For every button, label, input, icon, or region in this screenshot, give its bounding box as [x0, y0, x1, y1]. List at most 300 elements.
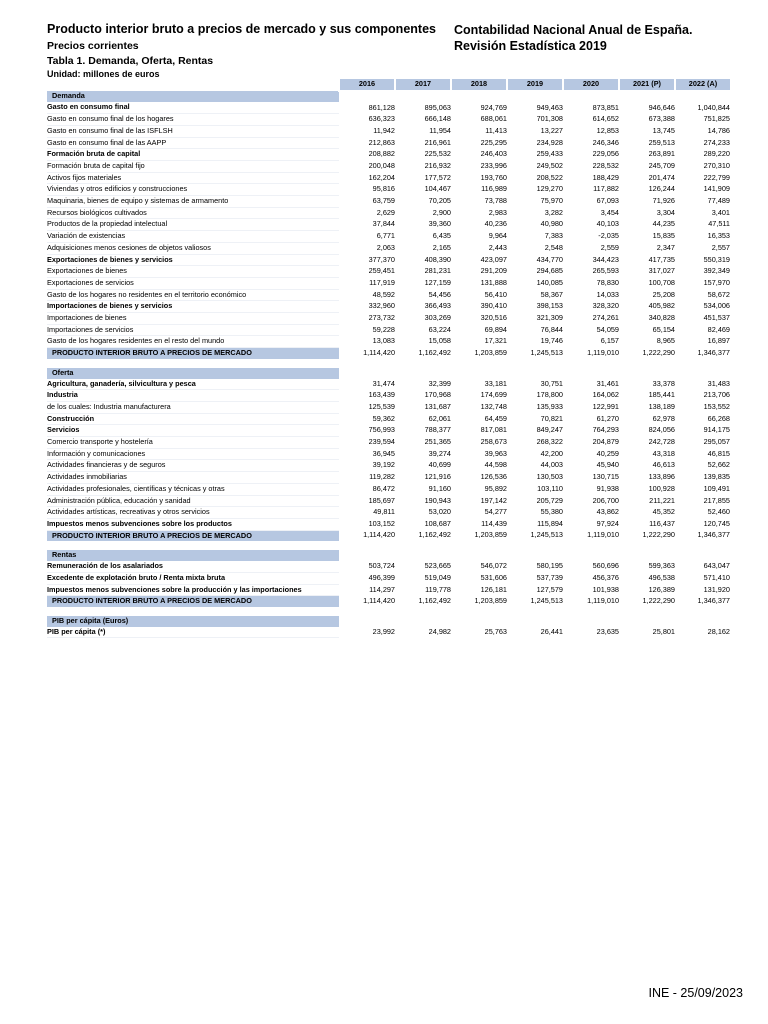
table-row	[47, 390, 730, 402]
row-value: 126,244	[648, 184, 675, 194]
section-empty-cell	[619, 91, 675, 103]
row-value: 423,097	[480, 254, 507, 264]
source-heading	[454, 22, 692, 54]
row-value: 390,410	[480, 301, 507, 311]
section-empty-cell	[563, 550, 619, 561]
row-label: Variación de existencias	[47, 231, 339, 243]
table-row	[47, 572, 730, 584]
table-row	[47, 313, 730, 325]
row-value: 206,700	[592, 495, 619, 505]
row-value: 78,830	[596, 277, 619, 287]
row-value: 451,537	[703, 313, 730, 323]
row-value: 9,964	[488, 231, 507, 241]
row-value: 200,048	[368, 160, 395, 170]
row-label: Servicios	[47, 425, 339, 437]
row-value: 58,367	[540, 289, 563, 299]
row-value: 190,943	[424, 495, 451, 505]
section-empty-cell	[339, 550, 395, 561]
table-row	[47, 137, 730, 149]
row-value: 11,942	[373, 125, 395, 135]
row-value: 688,061	[480, 114, 507, 124]
section-empty-cell	[507, 616, 563, 627]
row-value: 131,920	[703, 584, 730, 594]
row-value: 178,800	[536, 390, 563, 400]
row-value: 259,433	[536, 149, 563, 159]
row-value: 496,399	[368, 572, 395, 582]
row-value: 119,282	[369, 472, 395, 482]
row-value: 130,715	[592, 472, 619, 482]
row-value: 2,063	[376, 242, 395, 252]
year-header-row	[47, 79, 730, 91]
row-value: 289,220	[703, 149, 730, 159]
row-value: 104,467	[424, 184, 451, 194]
row-value: 249,502	[536, 160, 563, 170]
row-value: 46,613	[652, 460, 675, 470]
row-value: 120,745	[703, 519, 730, 528]
row-value: 65,154	[652, 324, 675, 334]
row-value: 122,991	[592, 401, 619, 411]
row-value: 37,844	[372, 219, 395, 229]
row-value: 205,729	[536, 495, 563, 505]
row-value: 217,855	[703, 495, 730, 505]
row-label: Actividades artísticas, recreativas y otros servicios	[47, 507, 339, 519]
table-row	[47, 472, 730, 484]
row-value: 281,231	[424, 266, 451, 276]
row-value: 295,057	[703, 437, 730, 447]
row-label: Información y comunicaciones	[47, 448, 339, 460]
row-label: Exportaciones de bienes	[47, 266, 339, 278]
row-value: 16,897	[707, 336, 730, 346]
section-empty-cell	[451, 368, 507, 379]
row-value: 294,685	[536, 266, 563, 276]
row-value: 193,760	[480, 172, 507, 182]
row-label: Gasto de los hogares residentes en el resto del mundo	[47, 336, 339, 348]
section-empty-cell	[395, 91, 451, 103]
section-empty-cell	[395, 368, 451, 379]
row-label: Maquinaria, bienes de equipo y sistemas de armamento	[47, 196, 339, 208]
row-value: 274,233	[703, 137, 730, 147]
table-row	[47, 519, 730, 531]
section-title: Demanda	[47, 91, 339, 103]
row-value: 2,983	[488, 207, 507, 217]
row-value: 97,924	[596, 519, 619, 528]
row-value: 82,469	[707, 324, 730, 334]
section-empty-cell	[619, 550, 675, 561]
row-label: Gasto en consumo final	[47, 102, 339, 113]
row-value: 861,128	[368, 102, 395, 112]
row-value: 153,552	[703, 401, 730, 411]
row-value: 320,516	[480, 313, 507, 323]
section-title: Oferta	[47, 368, 339, 379]
row-value: 19,746	[540, 336, 563, 346]
total-label: PRODUCTO INTERIOR BRUTO A PRECIOS DE MERCADO	[47, 530, 339, 541]
row-value: 519,049	[424, 572, 451, 582]
row-label: Gasto en consumo final de las ISFLSH	[47, 125, 339, 137]
row-value: 140,085	[536, 277, 563, 287]
section-header-row	[47, 91, 730, 103]
row-value: 2,900	[432, 207, 451, 217]
row-value: 31,483	[707, 378, 730, 388]
row-value: 270,310	[703, 160, 730, 170]
table-row	[47, 483, 730, 495]
row-value: 14,033	[596, 289, 619, 299]
section-empty-cell	[563, 368, 619, 379]
table-body	[47, 79, 730, 638]
row-value: 550,319	[703, 254, 730, 264]
row-value: 14,786	[707, 125, 730, 135]
section-empty-cell	[451, 550, 507, 561]
row-value: 15,058	[428, 336, 451, 346]
row-value: 434,770	[536, 254, 563, 264]
year-header: 2017	[395, 79, 451, 91]
row-value: 59,362	[372, 413, 395, 423]
table-row	[47, 507, 730, 519]
total-row	[47, 530, 730, 541]
row-value: 764,293	[592, 425, 619, 435]
row-value: 13,227	[540, 125, 563, 135]
row-label: Impuestos menos subvenciones sobre la producción y las importaciones	[47, 584, 339, 596]
row-value: 32,399	[428, 378, 451, 388]
table-row	[47, 324, 730, 336]
row-value: 233,996	[480, 160, 507, 170]
gap-cell	[47, 541, 730, 550]
row-value: 125,539	[368, 401, 395, 411]
gap-cell	[47, 607, 730, 616]
row-value: 234,928	[536, 137, 563, 147]
section-gap	[47, 541, 730, 550]
table-row	[47, 231, 730, 243]
table-row	[47, 254, 730, 266]
row-value: 114,439	[481, 519, 507, 528]
row-value: 417,735	[648, 254, 675, 264]
total-value: 1,346,377	[675, 348, 730, 359]
total-value: 1,222,290	[619, 348, 675, 359]
total-value: 1,114,420	[339, 348, 395, 359]
section-gap	[47, 359, 730, 368]
year-header: 2016	[339, 79, 395, 91]
row-value: 216,961	[424, 137, 451, 147]
row-value: 77,489	[707, 196, 730, 206]
row-value: 2,559	[600, 242, 619, 252]
total-value: 1,203,859	[451, 596, 507, 607]
row-label: Adquisiciones menos cesiones de objetos valiosos	[47, 242, 339, 254]
row-value: 177,572	[424, 172, 451, 182]
table-row	[47, 184, 730, 196]
row-value: 30,751	[540, 378, 563, 388]
row-value: 115,894	[537, 519, 563, 528]
year-header: 2020	[563, 79, 619, 91]
total-value: 1,245,513	[507, 348, 563, 359]
row-value: 321,309	[536, 313, 563, 323]
table-row	[47, 627, 730, 638]
row-value: 44,235	[652, 219, 675, 229]
row-value: 67,093	[596, 196, 619, 206]
row-value: 599,363	[648, 561, 675, 571]
total-label: PRODUCTO INTERIOR BRUTO A PRECIOS DE MERCADO	[47, 348, 339, 359]
row-value: 15,835	[652, 231, 675, 241]
row-value: 534,006	[703, 301, 730, 311]
row-value: 69,894	[484, 324, 507, 334]
row-value: 11,954	[429, 125, 451, 135]
table-row	[47, 561, 730, 572]
row-value: 496,538	[648, 572, 675, 582]
row-value: 127,579	[536, 584, 563, 594]
row-value: 39,274	[428, 448, 451, 458]
row-value: 273,732	[368, 313, 395, 323]
gap-cell	[47, 359, 730, 368]
row-value: 75,970	[540, 196, 563, 206]
row-label: Formación bruta de capital	[47, 149, 339, 161]
row-label: Excedente de explotación bruto / Renta mixta bruta	[47, 572, 339, 584]
table-row	[47, 207, 730, 219]
row-value: 73,788	[484, 196, 507, 206]
row-value: 216,932	[424, 160, 451, 170]
row-label: Construcción	[47, 413, 339, 425]
row-value: 895,063	[424, 102, 451, 112]
row-label: Administración pública, educación y sanidad	[47, 495, 339, 507]
row-value: 614,652	[592, 114, 619, 124]
row-value: 317,027	[648, 266, 675, 276]
row-label: Importaciones de bienes y servicios	[47, 301, 339, 313]
row-value: 40,103	[596, 219, 619, 229]
section-empty-cell	[563, 91, 619, 103]
table-row	[47, 266, 730, 278]
table-row	[47, 114, 730, 126]
row-value: 25,763	[484, 626, 507, 636]
row-label: Agricultura, ganadería, silvicultura y pesca	[47, 379, 339, 390]
row-value: 126,536	[480, 472, 507, 482]
row-value: 126,181	[480, 584, 507, 594]
section-empty-cell	[675, 616, 730, 627]
row-label: de los cuales: Industria manufacturera	[47, 401, 339, 413]
section-empty-cell	[675, 368, 730, 379]
row-value: 946,646	[648, 102, 675, 112]
row-value: 259,513	[648, 137, 675, 147]
section-gap	[47, 607, 730, 616]
row-value: 503,724	[368, 561, 395, 571]
row-value: 54,277	[484, 507, 507, 517]
row-value: 131,687	[424, 401, 451, 411]
row-value: 914,175	[703, 425, 730, 435]
row-value: 924,769	[480, 102, 507, 112]
row-value: 340,828	[648, 313, 675, 323]
row-value: 42,200	[540, 448, 563, 458]
row-value: 164,062	[592, 390, 619, 400]
total-value: 1,162,492	[395, 530, 451, 541]
row-value: 141,909	[703, 184, 730, 194]
header-empty-cell	[47, 79, 339, 91]
row-value: 398,153	[536, 301, 563, 311]
row-value: 139,835	[703, 472, 730, 482]
row-label: PIB per cápita (*)	[47, 627, 339, 638]
row-value: 31,474	[372, 378, 395, 388]
row-value: 225,295	[480, 137, 507, 147]
row-value: 185,441	[648, 390, 675, 400]
row-value: 59,228	[372, 324, 395, 334]
year-header: 2021 (P)	[619, 79, 675, 91]
total-value: 1,346,377	[675, 530, 730, 541]
total-value: 1,245,513	[507, 530, 563, 541]
row-value: 40,236	[484, 219, 507, 229]
row-value: 2,557	[711, 242, 730, 252]
total-value: 1,245,513	[507, 596, 563, 607]
section-empty-cell	[339, 616, 395, 627]
section-empty-cell	[451, 616, 507, 627]
year-header: 2019	[507, 79, 563, 91]
row-value: 12,853	[596, 125, 619, 135]
row-value: 636,323	[368, 114, 395, 124]
row-value: 43,318	[652, 448, 675, 458]
row-value: 17,321	[484, 336, 507, 346]
total-value: 1,162,492	[395, 348, 451, 359]
row-value: 174,699	[480, 390, 507, 400]
row-value: 824,056	[648, 425, 675, 435]
row-label: Actividades inmobiliarias	[47, 472, 339, 484]
row-label: Formación bruta de capital fijo	[47, 160, 339, 172]
table-row	[47, 277, 730, 289]
row-value: 127,159	[424, 277, 451, 287]
table-row	[47, 149, 730, 161]
section-empty-cell	[619, 616, 675, 627]
row-value: 291,209	[480, 266, 507, 276]
row-value: 949,463	[536, 102, 563, 112]
total-value: 1,203,859	[451, 348, 507, 359]
table-row	[47, 584, 730, 596]
row-value: 62,061	[428, 413, 451, 423]
row-value: 11,413	[485, 125, 507, 135]
row-value: 163,439	[368, 390, 395, 400]
row-value: 204,879	[592, 437, 619, 447]
row-value: 817,081	[480, 425, 507, 435]
row-value: 86,472	[372, 483, 395, 493]
row-label: Exportaciones de bienes y servicios	[47, 254, 339, 266]
total-value: 1,119,010	[563, 348, 619, 359]
row-value: 274,261	[592, 313, 619, 323]
row-value: 100,928	[648, 483, 675, 493]
row-label: Importaciones de servicios	[47, 324, 339, 336]
section-title: PIB per cápita (Euros)	[47, 616, 339, 627]
row-value: 201,474	[648, 172, 675, 182]
row-value: 788,377	[424, 425, 451, 435]
row-label: Gasto en consumo final de las AAPP	[47, 137, 339, 149]
row-value: 135,933	[536, 401, 563, 411]
row-value: 849,247	[536, 425, 563, 435]
row-value: 2,548	[544, 242, 563, 252]
row-label: Actividades profesionales, científicas y técnicas y otras	[47, 483, 339, 495]
section-empty-cell	[451, 91, 507, 103]
row-value: 103,110	[537, 483, 563, 493]
row-value: 40,259	[596, 448, 619, 458]
row-value: 366,493	[424, 301, 451, 311]
row-value: 61,270	[596, 413, 619, 423]
row-value: 40,699	[428, 460, 451, 470]
row-value: 70,205	[428, 196, 451, 206]
row-value: 239,594	[368, 437, 395, 447]
row-value: 25,801	[652, 626, 675, 636]
row-value: 222,799	[703, 172, 730, 182]
row-value: 408,390	[424, 254, 451, 264]
row-value: 303,269	[424, 313, 451, 323]
row-value: 580,195	[536, 561, 563, 571]
row-value: 121,916	[424, 472, 451, 482]
total-row	[47, 596, 730, 607]
row-value: 63,224	[428, 324, 451, 334]
row-value: 344,423	[592, 254, 619, 264]
row-value: 52,662	[707, 460, 730, 470]
table-row	[47, 301, 730, 313]
row-value: 55,380	[540, 507, 563, 517]
row-value: 64,459	[484, 413, 507, 423]
section-empty-cell	[507, 91, 563, 103]
row-value: 456,376	[592, 572, 619, 582]
data-table	[47, 79, 730, 638]
row-value: 58,672	[707, 289, 730, 299]
row-value: 208,522	[536, 172, 563, 182]
row-value: 332,960	[368, 301, 395, 311]
total-value: 1,162,492	[395, 596, 451, 607]
row-value: 95,816	[372, 184, 395, 194]
row-value: 76,844	[540, 324, 563, 334]
table-row	[47, 495, 730, 507]
row-value: 188,429	[592, 172, 619, 182]
row-label: Industria	[47, 390, 339, 402]
row-value: 377,370	[368, 254, 395, 264]
row-label: Recursos biológicos cultivados	[47, 207, 339, 219]
row-value: 54,456	[428, 289, 451, 299]
row-value: 70,821	[540, 413, 563, 423]
row-value: 157,970	[703, 277, 730, 287]
row-value: 108,687	[424, 519, 451, 528]
row-value: 26,441	[540, 626, 563, 636]
section-empty-cell	[507, 550, 563, 561]
total-value: 1,203,859	[451, 530, 507, 541]
row-value: 185,697	[368, 495, 395, 505]
row-label: Impuestos menos subvenciones sobre los productos	[47, 519, 339, 531]
row-value: 126,389	[648, 584, 675, 594]
row-value: 39,360	[428, 219, 451, 229]
row-value: 23,992	[372, 626, 395, 636]
section-header-row	[47, 550, 730, 561]
row-value: 45,940	[596, 460, 619, 470]
row-value: 246,346	[592, 137, 619, 147]
row-value: 33,378	[652, 378, 675, 388]
row-value: 44,598	[484, 460, 507, 470]
section-empty-cell	[395, 550, 451, 561]
row-value: 16,353	[707, 231, 730, 241]
total-value: 1,222,290	[619, 530, 675, 541]
row-value: 130,503	[536, 472, 563, 482]
row-value: 666,148	[424, 114, 451, 124]
row-value: 114,297	[369, 584, 395, 594]
row-value: 46,815	[707, 448, 730, 458]
page-title: Producto interior bruto a precios de mercado y sus componentes	[47, 22, 436, 36]
row-value: 44,003	[540, 460, 563, 470]
total-value: 1,346,377	[675, 596, 730, 607]
row-value: 405,982	[648, 301, 675, 311]
row-value: 6,157	[600, 336, 619, 346]
row-label: Activos fijos materiales	[47, 172, 339, 184]
row-value: 170,968	[424, 390, 451, 400]
row-value: 25,208	[652, 289, 675, 299]
row-value: 242,728	[648, 437, 675, 447]
row-value: 47,511	[708, 219, 730, 229]
table-row	[47, 242, 730, 254]
row-value: -2,035	[598, 231, 619, 241]
row-value: 138,189	[648, 401, 675, 411]
row-value: 31,461	[596, 378, 619, 388]
section-empty-cell	[507, 368, 563, 379]
row-value: 6,435	[432, 231, 451, 241]
